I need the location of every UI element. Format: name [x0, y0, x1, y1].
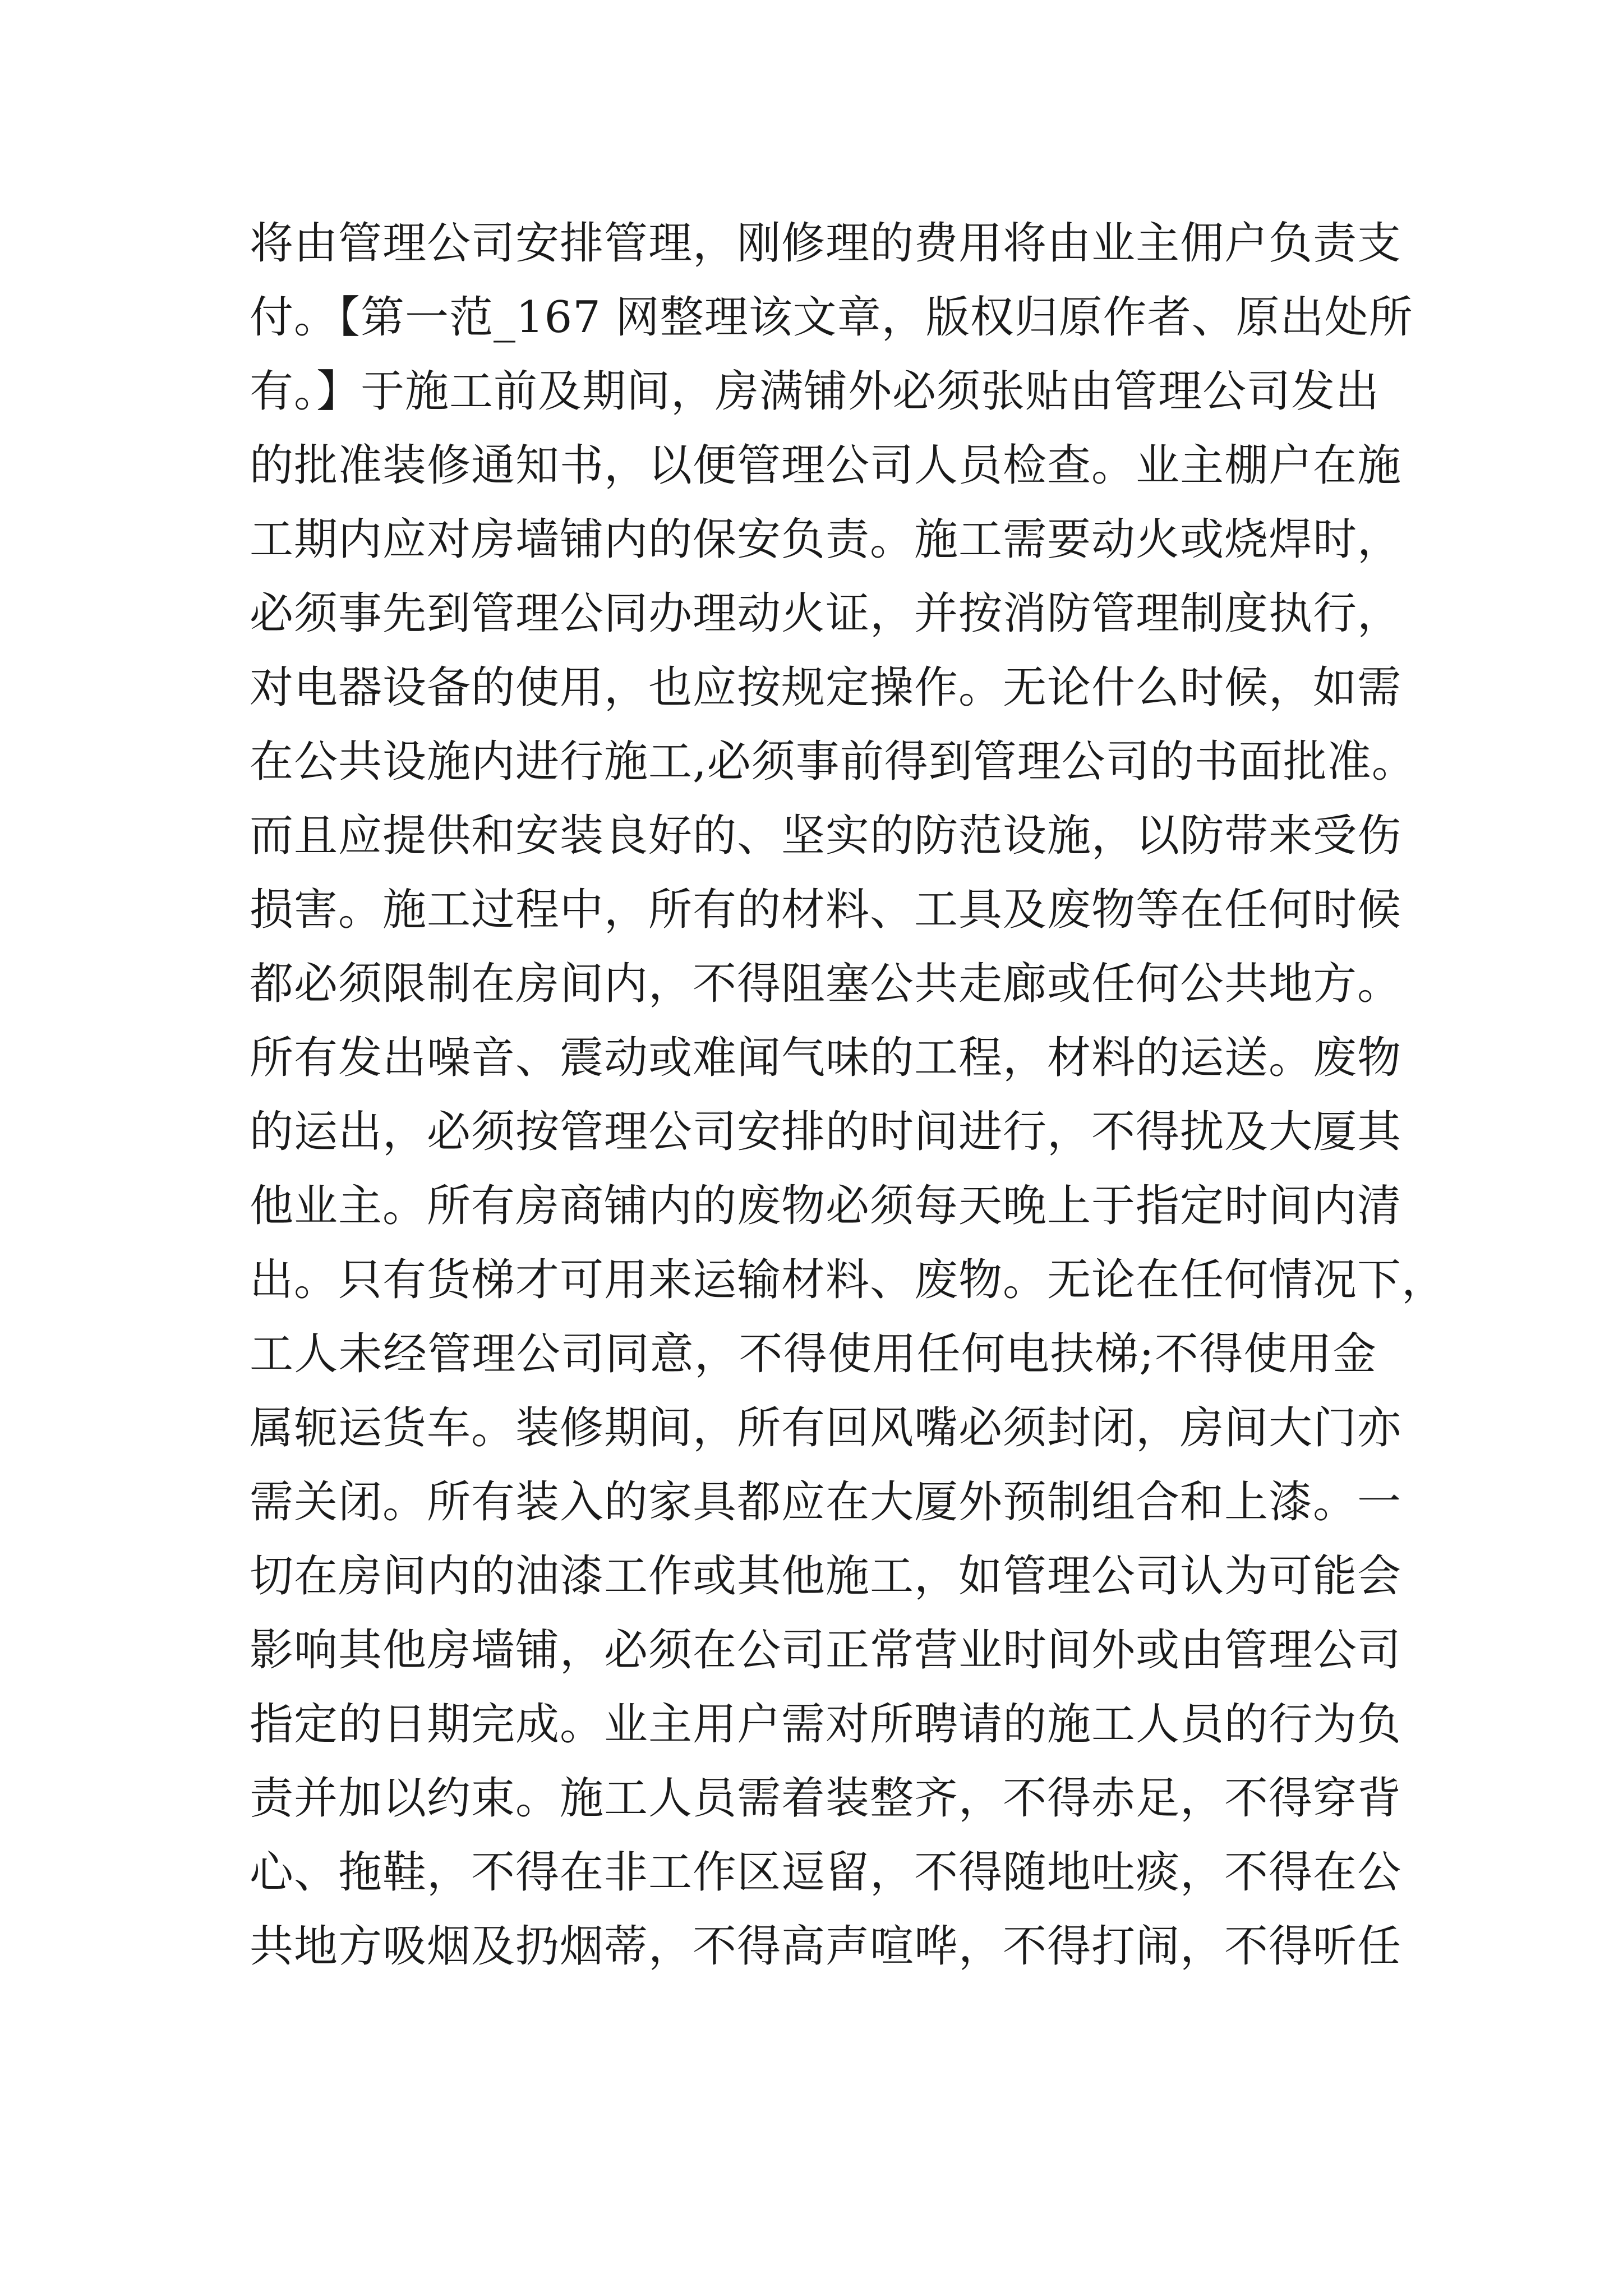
text-line: 心、拖鞋，不得在非工作区逗留，不得随地吐痰，不得在公: [250, 1847, 1402, 1898]
text-line: 共地方吸烟及扔烟蒂，不得高声喧哗，不得打闹，不得听任: [250, 1921, 1402, 1972]
body-text: [250, 206, 1446, 1984]
text-line: 工人未经管理公司同意，不得使用任何电扶梯;不得使用金: [250, 1329, 1377, 1379]
text-line: 工期内应对房墙铺内的保安负责。施工需要动火或烧焊时，: [250, 514, 1402, 565]
text-line: 属轭运货车。装修期间，所有回风嘴必须封闭，房间大门亦: [250, 1403, 1402, 1453]
text-line: 将由管理公司安排管理，刚修理的费用将由业主佣户负责支: [250, 218, 1402, 269]
text-line: 而且应提供和安装良好的、坚实的防范设施，以防带来受伤: [250, 811, 1402, 861]
text-line: 对电器设备的使用，也应按规定操作。无论什么时候，如需: [250, 662, 1402, 713]
text-line: 的批准装修通知书，以便管理公司人员检查。业主棚户在施: [250, 440, 1402, 491]
text-line: 切在房间内的油漆工作或其他施工，如管理公司认为可能会: [250, 1551, 1402, 1602]
text-line: 必须事先到管理公同办理动火证，并按消防管理制度执行，: [250, 588, 1402, 639]
text-line: 责并加以约束。施工人员需着装整齐，不得赤足，不得穿背: [250, 1773, 1402, 1824]
text-line: 的运出，必须按管理公司安排的时间进行，不得扰及大厦其: [250, 1107, 1402, 1157]
text-line: 有。】于施工前及期间，房满铺外必须张贴由管理公司发出: [250, 366, 1380, 417]
text-line: 损害。施工过程中，所有的材料、工具及废物等在任何时候: [250, 885, 1402, 935]
text-line: 他业主。所有房商铺内的废物必须每天晚上于指定时间内清: [250, 1181, 1402, 1231]
text-line: 指定的日期完成。业主用户需对所聘请的施工人员的行为负: [250, 1699, 1402, 1750]
text-line: 出。只有货梯才可用来运输材料、废物。无论在任何情况下，: [250, 1255, 1446, 1305]
text-line: 在公共设施内进行施工,必须事前得到管理公司的书面批准。: [250, 737, 1416, 787]
text-line: 付。【第一范_167 网整理该文章，版权归原作者、原出处所: [250, 292, 1413, 343]
text-line: 影响其他房墙铺，必须在公司正常营业时间外或由管理公司: [250, 1625, 1402, 1676]
text-line: 所有发出噪音、震动或难闻气味的工程，材料的运送。废物: [250, 1033, 1402, 1083]
text-line: 都必须限制在房间内，不得阻塞公共走廊或任何公共地方。: [250, 959, 1402, 1009]
text-line: 需关闭。所有装入的家具都应在大厦外预制组合和上漆。一: [250, 1477, 1402, 1527]
